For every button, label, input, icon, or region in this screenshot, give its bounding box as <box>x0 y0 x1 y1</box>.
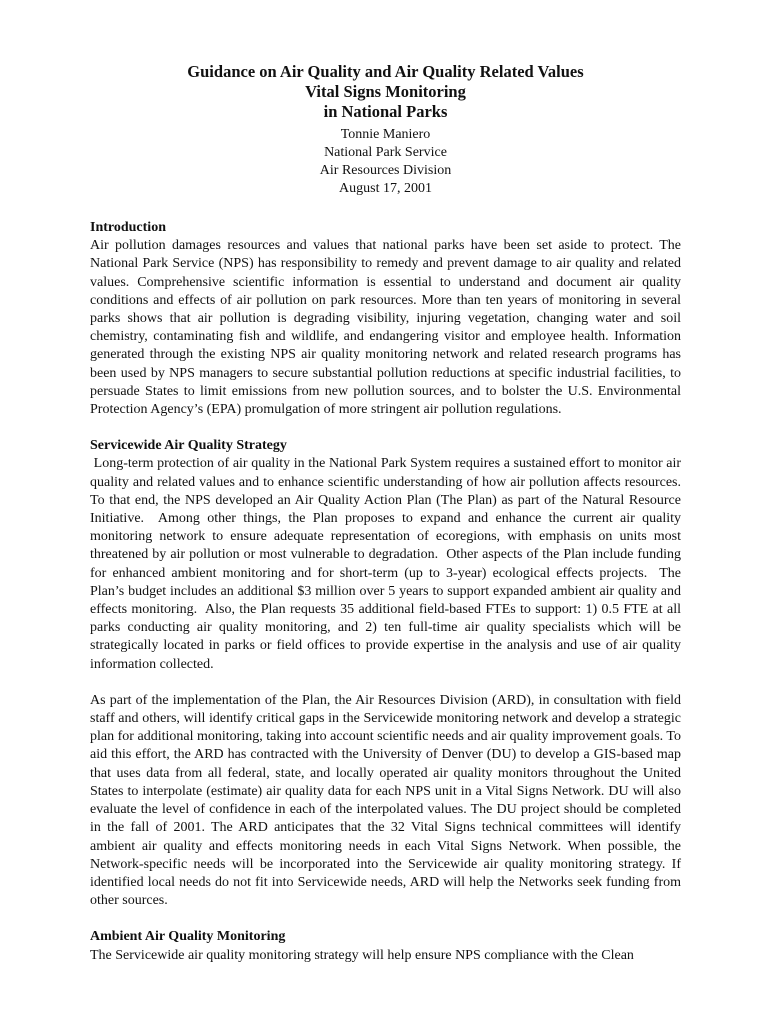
strategy-section <box>90 437 688 910</box>
document-page <box>90 62 688 965</box>
author-name: Tonnie Maniero <box>340 127 431 142</box>
title-block <box>90 62 681 198</box>
strategy-heading: Servicewide Air Quality Strategy <box>90 438 287 454</box>
ambient-section <box>90 928 681 964</box>
strategy-paragraph-1: Long-term protection of air quality in the National Park System requires a sustained effort to monitor air quality and related values and to enhance scientific understanding of how air pollution affects resources. To that end, the NPS developed an Air Quality Action Plan (The Plan) as part of the Natural Resource Initiative. Among other things, the Plan proposes to expand and enhance the current air quality monitoring network to ensure adequate representation of ecoregions, with emphasis on units most threatened by air pollution or most vulnerable to degradation. Other aspects of the Plan include funding for enhanced ambient monitoring and for short-term (up to 3-year) ecological effects projects. The Plan’s budget includes an additional $3 million over 5 years to support expanded ambient air quality and effects monitoring. Also, the Plan requests 35 additional field-based FTEs to support: 1) 0.5 FTE at all parks conducting air quality monitoring, and 2) ten full-time air quality specialists which will be strategically located in parks or field offices to provide expertise in the analysis and use of air quality information collected. <box>90 456 688 672</box>
ambient-heading: Ambient Air Quality Monitoring <box>90 929 286 945</box>
introduction-section <box>90 219 681 419</box>
author-division: Air Resources Division <box>319 163 452 178</box>
strategy-paragraph-2: As part of the implementation of the Plan, the Air Resources Division (ARD), in consultation with field staff and others, will identify critical gaps in the Servicewide monitoring network and develop a strategic plan for additional monitoring, taking into account scientific needs and air quality improvement goals. To aid this effort, the ARD has contracted with the University of Denver (DU) to develop a GIS-based map that uses data from all federal, state, and locally operated air quality monitors throughout the United States to interpolate (estimate) air quality data for each NPS unit in a Vital Signs Network. DU will also evaluate the level of confidence in each of the interpolated values. The DU project should be completed in the fall of 2001. The ARD anticipates that the 32 Vital Signs technical committees will identify ambient air quality and effects monitoring needs in each Vital Signs Network. When possible, the Network-specific needs will be incorporated into the Servicewide air quality monitoring strategy. If identified local needs do not fit into Servicewide needs, ARD will help the Networks seek funding from other sources. <box>90 692 681 909</box>
ambient-paragraph: The Servicewide air quality monitoring strategy will help ensure NPS compliance with the Clean <box>90 947 634 963</box>
document-title-line-3: in National Parks <box>323 102 448 121</box>
document-title-line-2: Vital Signs Monitoring <box>305 82 466 101</box>
introduction-heading: Introduction <box>90 220 166 235</box>
introduction-paragraph: Air pollution damages resources and values that national parks have been set aside to protect. The National Park Service (NPS) has responsibility to remedy and prevent damage to air quality and related values. Comprehensive scientific information is essential to understand and document air quality conditions and effects of air pollution on park resources. More than ten years of monitoring in several parks shows that air pollution is degrading visibility, injuring vegetation, changing water and soil chemistry, contaminating fish and wildlife, and endangering visitor and employee health. Information generated through the existing NPS air quality monitoring network and related research programs has been used by NPS managers to secure substantial pollution reductions at specific industrial facilities, to persuade States to limit emissions from new pollution sources, and to bolster the U.S. Environmental Protection Agency’s (EPA) promulgation of more stringent air pollution regulations. <box>90 238 681 418</box>
document-title-line-1: Guidance on Air Quality and Air Quality Related Values <box>187 62 584 81</box>
document-date: August 17, 2001 <box>339 181 432 196</box>
author-block <box>90 126 681 198</box>
author-organization: National Park Service <box>324 145 447 160</box>
